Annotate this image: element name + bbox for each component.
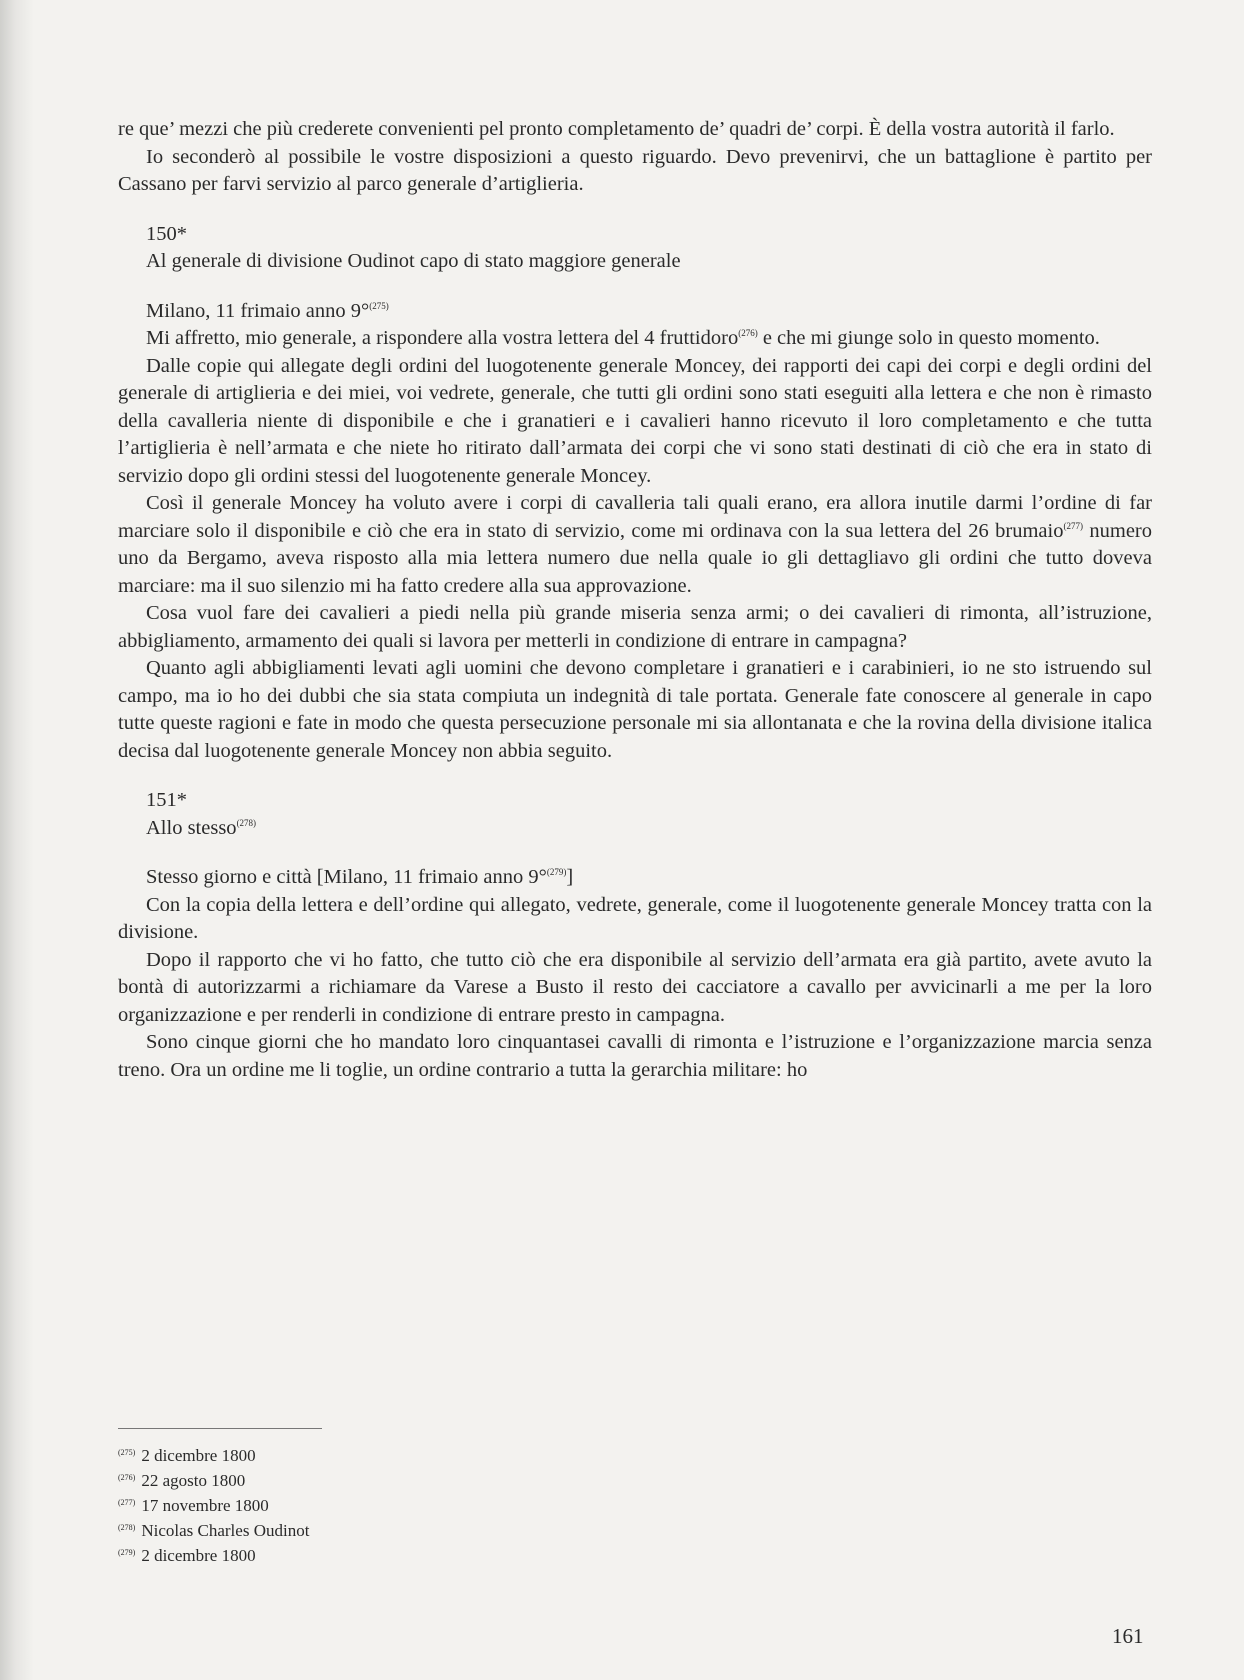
footnote-text: 2 dicembre 1800 [141,1546,256,1565]
document-number-151: 151* [146,789,187,811]
document-recipient-150: Al generale di divisione Oudinot capo di stato maggiore generale [146,250,681,272]
paragraph: Dalle copie qui allegate degli ordini del luogotenente generale Moncey, dei rapporti dei capi dei corpi e degli ordini del generale di artiglieria e dei miei, voi vedrete, generale, che tutti gli ordini sono stati eseguiti alla lettera e che non è rimasto della cavalleria niente di disponibile e che i granatieri e i cavalieri hanno ricevuto il loro completamento e che tutta l’artiglieria è nell’armata e che niete ho ritirato dall’armata dei corpi che vi sono stati destinati di ciò che era in stato di servizio dopo gli ordini stessi del luogotenente generale Moncey. [118,354,1152,487]
footnote [118,1493,618,1518]
footnote [118,1443,618,1468]
paragraph: Cosa vuol fare dei cavalieri a piedi nella più grande miseria senza armi; o dei cavalieri di rimonta, all’istruzione, abbigliamento, armamento dei quali si lavora per metterli in condizione di entrare in campagna? [118,602,1152,652]
footnote [118,1543,618,1568]
page-number: 161 [1112,1624,1144,1648]
footnote-ref: (278) [236,817,257,828]
footnote-mark: (275) [118,1448,136,1457]
footnote-mark: (278) [118,1523,136,1532]
date-text: ] [566,866,574,888]
footnote-mark: (279) [118,1548,136,1557]
footnote-text: 2 dicembre 1800 [141,1446,256,1465]
footnote [118,1518,618,1543]
paragraph-text: numero uno da Bergamo, aveva risposto alla mia lettera numero due nella quale io gli dettagliavo gli ordini che tutto doveva marciare: ma il suo silenzio mi ha fatto credere alla sua approvazione. [118,519,1153,597]
paragraph: Io seconderò al possibile le vostre disposizioni a questo riguardo. Devo prevenirvi, che un battaglione è partito per Cassano per farvi servizio al parco generale d’artiglieria. [118,145,1152,195]
footnote-text: 17 novembre 1800 [141,1496,269,1515]
paragraph [118,490,1152,600]
page-spine-shadow [0,0,34,1680]
footnote-mark: (277) [118,1498,136,1507]
paragraph-text: e che mi giunge solo in questo momento. [757,327,1100,349]
date-text: Stesso giorno e città [Milano, 11 frimaio anno 9° [146,866,547,888]
paragraph: Sono cinque giorni che ho mandato loro cinquantasei cavalli di rimonta e l’istruzione e l’organizzazione marcia senza treno. Ora un ordine me li toglie, un ordine contrario a tutta la gerarchia militare: ho [118,1031,1152,1081]
footnote-text: Nicolas Charles Oudinot [141,1521,310,1540]
paragraph: Dopo il rapporto che vi ho fatto, che tutto ciò che era disponibile al servizio dell’armata era già partito, avete avuto la bontà di autorizzarmi a richiamare da Varese a Busto il resto dei cacciatore a cavallo per avvicinarli a me per la loro organizzazione e per renderli in condizione di entrare presto in campagna. [118,948,1152,1026]
footnote-ref: (279) [546,867,567,877]
footnote-ref: (277) [1063,520,1083,531]
footnote-ref: (276) [738,328,758,338]
document-recipient-151 [118,815,1152,843]
footnote-mark: (276) [118,1473,136,1482]
date-text: Milano, 11 frimaio anno 9° [146,299,370,322]
footnote [118,1468,618,1493]
paragraph [118,325,1152,353]
document-number-150: 150* [146,222,187,245]
footnote-divider [118,1428,322,1429]
paragraph-continuation: re que’ mezzi che più crederete convenienti pel pronto completamento de’ quadri de’ corpi. È della vostra autorità il farlo. [118,118,1115,140]
footnote-ref: (275) [369,300,389,311]
document-date-151 [118,864,1152,892]
paragraph-text: Così il generale Moncey ha voluto avere i corpi di cavalleria tali quali erano, era allora inutile darmi l’ordine di far marciare solo il disponibile e ciò che era in stato di servizio, come mi ordinava con la sua lettera del 26 brumaio [118,492,1152,542]
paragraph: Quanto agli abbigliamenti levati agli uomini che devono completare i granatieri e i carabinieri, io ne sto istruendo sul campo, ma io ho dei dubbi che sia stata compiuta un indegnità di tale portata. Generale fate conoscere al generale in capo tutte queste ragioni e fate in modo che questa persecuzione personale mi sia allontanata e che la rovina della divisione italica decisa dal luogotenente generale Moncey non abbia seguito. [118,657,1152,762]
document-date-150 [118,298,1152,326]
footnote-text: 22 agosto 1800 [141,1471,246,1490]
paragraph: Con la copia della lettera e dell’ordine qui allegato, vedrete, generale, come il luogotenente generale Moncey tratta con la divisione. [118,893,1152,943]
footnotes [118,1428,618,1568]
page-body [118,116,1152,1084]
recipient-text: Allo stesso [146,816,237,839]
paragraph-text: Mi affretto, mio generale, a rispondere alla vostra lettera del 4 fruttidoro [146,327,739,349]
